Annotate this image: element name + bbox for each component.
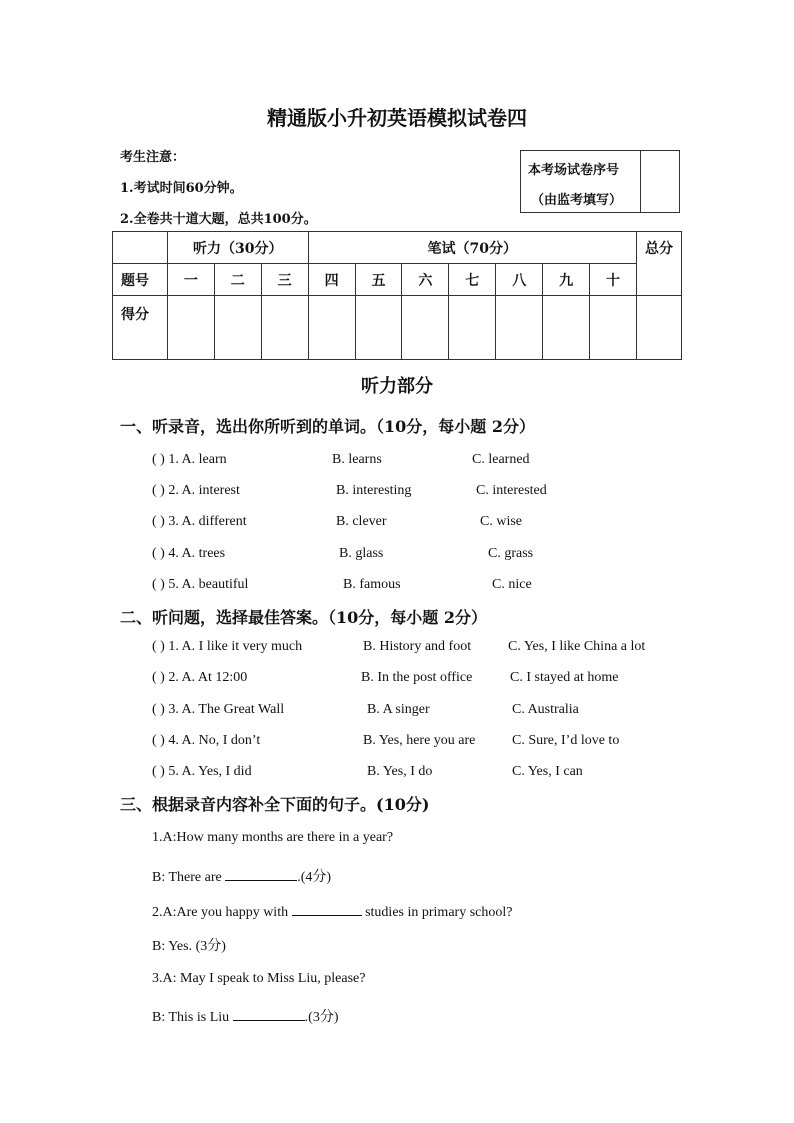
s1-q5-a: ( ) 5. A. beautiful: [152, 577, 249, 592]
s2-q3-c: C. Australia: [512, 702, 579, 717]
section2-title: 二、听问题，选择最佳答案。（10分，每小题 2分）: [120, 608, 487, 627]
column-number: 十: [590, 264, 637, 296]
section3-title: 三、根据录音内容补全下面的句子。(10分): [120, 795, 430, 814]
s2-q5-b: B. Yes, I do: [367, 764, 433, 779]
s2-q1-c: C. Yes, I like China a lot: [508, 639, 646, 654]
s1-q5-b: B. famous: [343, 577, 401, 592]
column-number: 六: [402, 264, 449, 296]
s2-q1-a: ( ) 1. A. I like it very much: [152, 639, 303, 654]
score-cell[interactable]: [261, 296, 308, 360]
score-cell[interactable]: [355, 296, 402, 360]
row-label-number: 题号: [113, 264, 168, 296]
column-number: 二: [214, 264, 261, 296]
total-header: 总分: [636, 232, 681, 296]
score-cell[interactable]: [449, 296, 496, 360]
s3-line3-end: studies in primary school?: [361, 905, 513, 920]
score-cell[interactable]: [590, 296, 637, 360]
s1-q1-a: ( ) 1. A. learn: [152, 452, 227, 467]
score-cell[interactable]: [167, 296, 214, 360]
s2-q3-a: ( ) 3. A. The Great Wall: [152, 702, 285, 717]
s1-q4-b: B. glass: [339, 546, 384, 561]
s3-line6-end: .(3分): [304, 1010, 339, 1025]
answer-blank[interactable]: [233, 1006, 305, 1021]
s3-line3-start: 2.A:Are you happy with: [152, 905, 292, 920]
s1-q4-c: C. grass: [488, 546, 534, 561]
exam-number-label: [521, 151, 641, 212]
s3-line2: [152, 866, 331, 886]
s3-line1: 1.A:How many months are there in a year?: [152, 830, 394, 845]
s1-q4-a: ( ) 4. A. trees: [152, 546, 226, 561]
s3-line2-start: B: There are: [152, 870, 226, 885]
s1-q3-b: B. clever: [336, 514, 387, 529]
exam-number-label-line1: 本考场试卷序号: [528, 163, 620, 178]
answer-blank[interactable]: [292, 901, 362, 916]
column-number: 八: [496, 264, 543, 296]
notes-line-1: 1.考试时间60分钟。: [120, 181, 243, 196]
s3-line3: [152, 901, 512, 921]
column-number: 四: [308, 264, 355, 296]
s2-q2-c: C. I stayed at home: [510, 670, 619, 685]
s1-q2-c: C. interested: [476, 483, 547, 498]
score-cell[interactable]: [308, 296, 355, 360]
s2-q4-b: B. Yes, here you are: [363, 733, 476, 748]
s2-q4-a: ( ) 4. A. No, I don’t: [152, 733, 261, 748]
column-number: 五: [355, 264, 402, 296]
s2-q5-c: C. Yes, I can: [512, 764, 583, 779]
s3-line4: B: Yes. (3分): [152, 939, 226, 954]
notes-line-2: 2.全卷共十道大题，总共100分。: [120, 212, 317, 227]
score-cell[interactable]: [214, 296, 261, 360]
s1-q1-b: B. learns: [332, 452, 382, 467]
s2-q4-c: C. Sure, I’d love to: [512, 733, 620, 748]
s1-q2-a: ( ) 2. A. interest: [152, 483, 240, 498]
s2-q3-b: B. A singer: [367, 702, 430, 717]
s2-q1-b: B. History and foot: [363, 639, 472, 654]
score-cell[interactable]: [543, 296, 590, 360]
s2-q2-a: ( ) 2. A. At 12:00: [152, 670, 248, 685]
score-table: [112, 231, 682, 360]
s1-q1-c: C. learned: [472, 452, 530, 467]
column-number: 一: [167, 264, 214, 296]
s2-q5-a: ( ) 5. A. Yes, I did: [152, 764, 252, 779]
s3-line6: [152, 1006, 338, 1026]
s3-line2-end: .(4分): [297, 870, 332, 885]
row-label-score: 得分: [113, 296, 168, 360]
s3-line5: 3.A: May I speak to Miss Liu, please?: [152, 971, 366, 986]
section1-title: 一、听录音，选出你所听到的单词。（10分，每小题 2分）: [120, 417, 535, 436]
score-cell[interactable]: [496, 296, 543, 360]
s3-line6-start: B: This is Liu: [152, 1010, 233, 1025]
s2-q2-b: B. In the post office: [361, 670, 473, 685]
notes-heading: 考生注意：: [120, 150, 186, 165]
s1-q2-b: B. interesting: [336, 483, 412, 498]
column-number: 九: [543, 264, 590, 296]
score-cell[interactable]: [402, 296, 449, 360]
answer-blank[interactable]: [225, 866, 297, 881]
column-number: 三: [261, 264, 308, 296]
exam-number-label-line2: （由监考填写）: [531, 193, 623, 208]
s1-q5-c: C. nice: [492, 577, 532, 592]
part-title: 听力部分: [361, 376, 433, 397]
listening-header: 听力（30分）: [167, 232, 308, 264]
column-number: 七: [449, 264, 496, 296]
score-table-corner: [113, 232, 168, 264]
page-title: 精通版小升初英语模拟试卷四: [267, 106, 527, 130]
exam-number-box: [520, 150, 680, 213]
written-header: 笔试（70分）: [308, 232, 636, 264]
s1-q3-a: ( ) 3. A. different: [152, 514, 247, 529]
s1-q3-c: C. wise: [480, 514, 522, 529]
total-score-cell[interactable]: [636, 296, 681, 360]
